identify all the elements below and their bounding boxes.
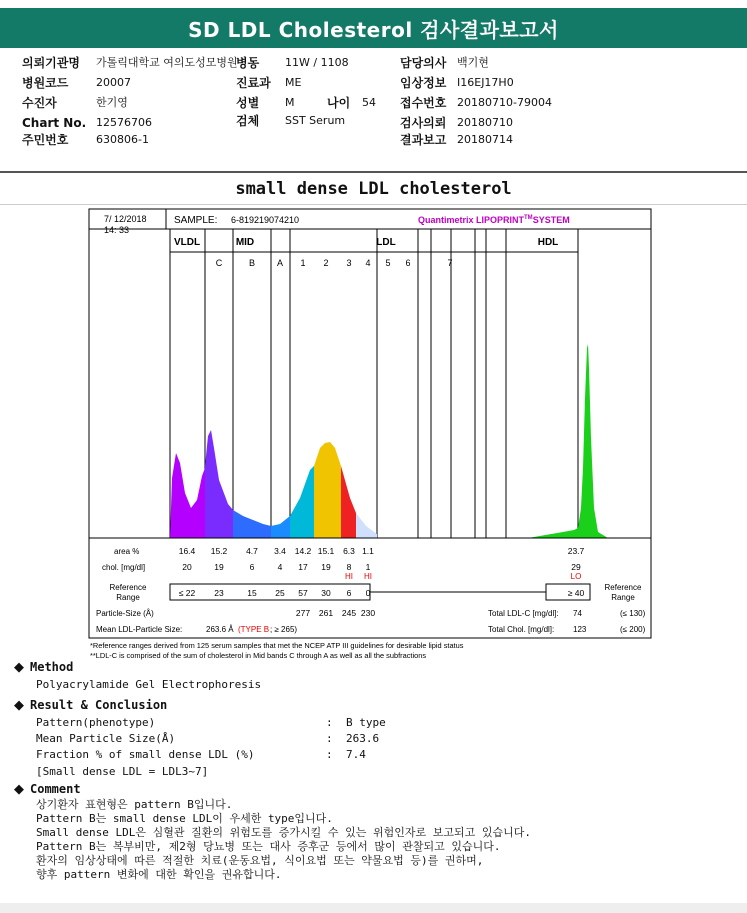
result-key: Mean Particle Size(Å)	[36, 732, 176, 745]
sample-label: SAMPLE:	[174, 215, 218, 226]
band-label: 4	[365, 258, 371, 268]
area-label: area %	[114, 547, 140, 556]
sex-value: M	[285, 96, 295, 109]
age-label: 나이	[327, 96, 351, 110]
code-label: 병원코드	[22, 76, 69, 90]
result-heading	[14, 698, 167, 713]
mean-label: Mean LDL-Particle Size:	[96, 625, 183, 634]
band-label: 6	[405, 258, 411, 268]
footnote: *Reference ranges derived from 125 serum samples that met the NCEP ATP III guidelines for desirable lipid status	[90, 641, 464, 650]
result-colon: :	[326, 732, 333, 745]
result-value: 263.6	[346, 732, 380, 745]
ref-label: Range	[116, 593, 140, 602]
doctor-label: 담당의사	[400, 56, 447, 70]
mean-value: 263.6 Å	[206, 625, 234, 634]
result-value: B type	[346, 716, 386, 729]
receipt-value: 20180710-79004	[457, 96, 552, 109]
ref-value: ≤ 22	[178, 588, 196, 598]
hi-flag: HI	[345, 572, 353, 581]
ward-label: 병동	[236, 56, 260, 70]
area-value: 6.3	[343, 546, 355, 556]
result-row	[36, 748, 366, 761]
diamond-icon: ◆	[14, 660, 24, 675]
ref-label-right: Range	[611, 593, 635, 602]
chol-label: chol. [mg/dl]	[102, 563, 146, 572]
band-label: 7	[447, 258, 453, 268]
ref-value: 0	[365, 588, 371, 598]
age-value: 54	[362, 96, 376, 109]
id-value: 630806-1	[96, 133, 149, 146]
ref-label-right: Reference	[604, 583, 642, 592]
band-label: 3	[346, 258, 352, 268]
comment-line: Small dense LDL은 심혈관 질환의 위험도를 증가시킬 수 있는 위험인자로 보고되고 있습니다.	[36, 826, 531, 839]
chol-value: 19	[321, 562, 331, 572]
result-value: 7.4	[346, 748, 366, 761]
comment-heading	[14, 782, 81, 797]
lipoprint-svg	[88, 208, 652, 662]
area-value: 3.4	[274, 546, 286, 556]
diamond-icon: ◆	[14, 698, 24, 713]
sample-id: 6-819219074210	[231, 215, 300, 225]
method-text: Polyacrylamide Gel Electrophoresis	[36, 678, 262, 691]
band-label: A	[276, 258, 284, 268]
id-label: 주민번호	[22, 133, 69, 147]
chol-value: 6	[249, 562, 255, 572]
total-chol-value: 123	[573, 625, 587, 634]
result-colon: :	[326, 716, 333, 729]
chart-date: 7/ 12/2018	[104, 214, 147, 224]
brand-label: Quantimetrix LIPOPRINT™SYSTEM	[418, 215, 570, 225]
total-chol-ref: (≤ 200)	[620, 625, 646, 634]
band-label: 1	[300, 258, 306, 268]
comment-line: 환자의 임상상태에 따른 적절한 치료(운동요법, 식이요법 또는 약물요법 등)를 권하며,	[36, 854, 484, 867]
report-date-label: 결과보고	[400, 133, 447, 147]
chart-time: 14: 33	[104, 225, 130, 235]
report-date-value: 20180714	[457, 133, 513, 146]
report-title: SD LDL Cholesterol 검사결과보고서	[0, 8, 747, 48]
band-label: 2	[323, 258, 329, 268]
chol-value: 1	[365, 562, 371, 572]
diamond-icon: ◆	[14, 782, 24, 797]
group-label-hdl: HDL	[537, 237, 559, 248]
hi-flag: HI	[364, 572, 372, 581]
request-value: 20180710	[457, 116, 513, 129]
footnote: **LDL-C is comprised of the sum of cholesterol in Mid bands C through A as well as all the subfractions	[90, 651, 427, 660]
doctor-value: 백기현	[457, 56, 489, 69]
dept-value: ME	[285, 76, 302, 89]
group-label-ldl: LDL	[376, 237, 396, 248]
comment-line: Pattern B는 복부비만, 제2형 당뇨병 또는 대사 증후군 등에서 많이 관찰되고 있습니다.	[36, 840, 501, 853]
comment-line: 상기환자 표현형은 pattern B입니다.	[36, 798, 233, 811]
result-colon: :	[326, 748, 333, 761]
clinical-value: I16EJ17H0	[457, 76, 514, 89]
total-chol-label: Total Chol. [mg/dl]:	[488, 625, 555, 634]
method-heading-text: Method	[30, 660, 74, 674]
comment-heading-text: Comment	[30, 782, 81, 796]
patient-info	[0, 52, 747, 152]
patient-value: 한기영	[96, 96, 128, 109]
patient-label: 수진자	[22, 96, 57, 110]
dept-label: 진료과	[236, 76, 271, 90]
ward-value: 11W / 1108	[285, 56, 349, 69]
request-label: 검사의뢰	[400, 116, 447, 130]
receipt-label: 접수번호	[400, 96, 447, 110]
chol-value: 8	[346, 562, 352, 572]
comment-line: Pattern B는 small dense LDL이 우세한 type입니다.	[36, 812, 333, 825]
method-heading	[14, 660, 73, 675]
chol-value: 4	[277, 562, 283, 572]
group-label-vldl: VLDL	[173, 237, 201, 248]
ref-value: 15	[247, 588, 257, 598]
ref-value: 23	[214, 588, 224, 598]
band-label: B	[248, 258, 256, 268]
ref-value: 57	[298, 588, 308, 598]
result-key: Fraction % of small dense LDL (%)	[36, 748, 255, 761]
particle-value: 261	[318, 608, 334, 618]
total-ldl-value: 74	[573, 609, 582, 618]
ref-hdl-value: ≥ 40	[567, 588, 585, 598]
ref-value: 6	[346, 588, 352, 598]
area-value: 16.4	[178, 546, 196, 556]
area-value: 15.1	[317, 546, 335, 556]
particle-value: 230	[360, 608, 376, 618]
area-value: 4.7	[246, 546, 258, 556]
area-value: 1.1	[362, 546, 374, 556]
area-value: 23.7	[567, 546, 585, 556]
total-ldl-label: Total LDL-C [mg/dl]:	[488, 609, 559, 618]
ref-value: 25	[275, 588, 285, 598]
code-value: 20007	[96, 76, 131, 89]
particle-value: 277	[295, 608, 311, 618]
chart-no-value: 12576706	[96, 116, 152, 129]
result-key: Pattern(phenotype)	[36, 716, 156, 729]
particle-label: Particle-Size (Å)	[96, 609, 154, 618]
particle-value: 245	[341, 608, 357, 618]
group-label-mid: MID	[235, 237, 255, 248]
chart-no-label: Chart No.	[22, 116, 87, 130]
band-label: 5	[385, 258, 391, 268]
mean-type: (TYPE B	[238, 625, 270, 634]
lipoprint-chart	[88, 208, 652, 662]
hospital-value: 가톨릭대학교 여의도성모병원	[96, 56, 238, 69]
lo-flag: LO	[570, 572, 582, 581]
area-value: 15.2	[210, 546, 228, 556]
footer-bar	[0, 903, 747, 913]
hospital-label: 의뢰기관명	[22, 56, 80, 70]
band-label: C	[215, 258, 223, 268]
result-heading-text: Result & Conclusion	[30, 698, 168, 712]
sex-label: 성별	[236, 96, 260, 110]
specimen-label: 검체	[236, 114, 260, 128]
chol-value: 20	[182, 562, 192, 572]
specimen-value: SST Serum	[285, 114, 346, 127]
chol-value: 17	[298, 562, 308, 572]
chol-value: 19	[214, 562, 224, 572]
clinical-label: 임상정보	[400, 76, 447, 90]
mean-ref: ; ≥ 265)	[270, 625, 298, 634]
comment-line: 향후 pattern 변화에 대한 확인을 권유합니다.	[36, 868, 282, 881]
result-row	[36, 732, 379, 745]
result-note: [Small dense LDL = LDL3~7]	[36, 765, 209, 778]
ldl-2-peak	[314, 442, 341, 538]
area-value: 14.2	[294, 546, 312, 556]
section-title: small dense LDL cholesterol	[0, 171, 747, 205]
ref-value: 30	[321, 588, 331, 598]
result-row	[36, 716, 386, 729]
total-ldl-ref: (≤ 130)	[620, 609, 646, 618]
ref-label: Reference	[109, 583, 147, 592]
chol-value: 29	[571, 562, 581, 572]
